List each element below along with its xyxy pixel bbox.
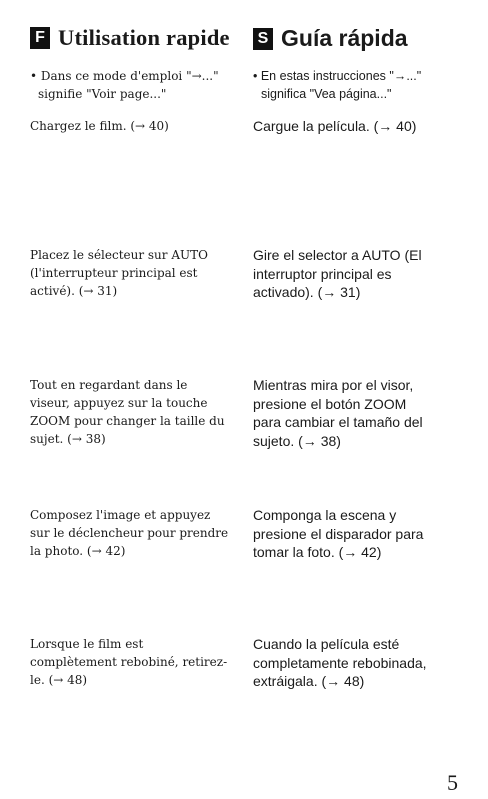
- step-line: Chargez le film. (→ 40): [30, 119, 169, 133]
- spanish-title: Guía rápida: [281, 25, 408, 51]
- french-step-zoom: [30, 376, 255, 448]
- language-badge-s: S: [253, 28, 273, 50]
- french-title: Utilisation rapide: [58, 25, 230, 50]
- step-line: le. (→ 48): [30, 673, 88, 687]
- step-line: presione el disparador para: [253, 525, 424, 542]
- step-line: Cuando la película esté: [253, 636, 400, 652]
- step-line: activé). (→ 31): [30, 284, 118, 298]
- step-line: Placez le sélecteur sur AUTO: [30, 248, 208, 262]
- step-line: interruptor principal es: [253, 265, 392, 282]
- step-line: Lorsque le film est: [30, 637, 144, 651]
- spanish-step-auto-selector: [253, 246, 478, 302]
- step-line: viseur, appuyez sur la touche: [30, 396, 208, 410]
- step-line: sur le déclencheur pour prendre: [30, 526, 229, 540]
- step-line: tomar la foto. (→ 42): [253, 544, 382, 560]
- spanish-step-take-photo: [253, 506, 478, 562]
- french-step-load-film: [30, 117, 255, 135]
- french-reference-note: [30, 67, 255, 103]
- note-line: • En estas instrucciones "→...": [253, 69, 422, 83]
- step-line: Gire el selector a AUTO (El: [253, 247, 422, 263]
- step-line: Cargue la película. (→ 40): [253, 118, 417, 134]
- spanish-step-remove-film: [253, 635, 478, 691]
- language-badge-f: F: [30, 27, 50, 49]
- spanish-header: [253, 25, 408, 52]
- step-line: para cambiar el tamaño del: [253, 414, 423, 430]
- step-line: complètement rebobiné, retirez-: [30, 655, 228, 669]
- step-line: sujet. (→ 38): [30, 432, 106, 446]
- note-line: signifie "Voir page...": [38, 87, 167, 101]
- step-line: extráigala. (→ 48): [253, 673, 365, 689]
- page-number: 5: [447, 770, 458, 795]
- step-line: la photo. (→ 42): [30, 544, 126, 558]
- step-line: (l'interrupteur principal est: [30, 266, 198, 280]
- step-line: ZOOM pour changer la taille du: [30, 414, 225, 428]
- step-line: Componga la escena y: [253, 507, 397, 523]
- french-step-auto-selector: [30, 246, 255, 300]
- step-line: completamente rebobinada,: [253, 654, 427, 671]
- french-step-remove-film: [30, 635, 255, 689]
- note-line: significa "Vea página...": [261, 87, 392, 101]
- step-line: activado). (→ 31): [253, 284, 361, 300]
- french-step-take-photo: [30, 506, 255, 560]
- step-line: Composez l'image et appuyez: [30, 508, 211, 522]
- french-header: [30, 25, 230, 51]
- step-line: Mientras mira por el visor,: [253, 377, 414, 393]
- spanish-step-load-film: [253, 117, 478, 136]
- spanish-reference-note: [253, 67, 478, 103]
- step-line: presione el botón ZOOM: [253, 395, 407, 412]
- spanish-step-zoom: [253, 376, 478, 450]
- step-line: sujeto. (→ 38): [253, 432, 341, 449]
- step-line: Tout en regardant dans le: [30, 378, 188, 392]
- note-line: • Dans ce mode d'emploi "→...": [30, 69, 219, 83]
